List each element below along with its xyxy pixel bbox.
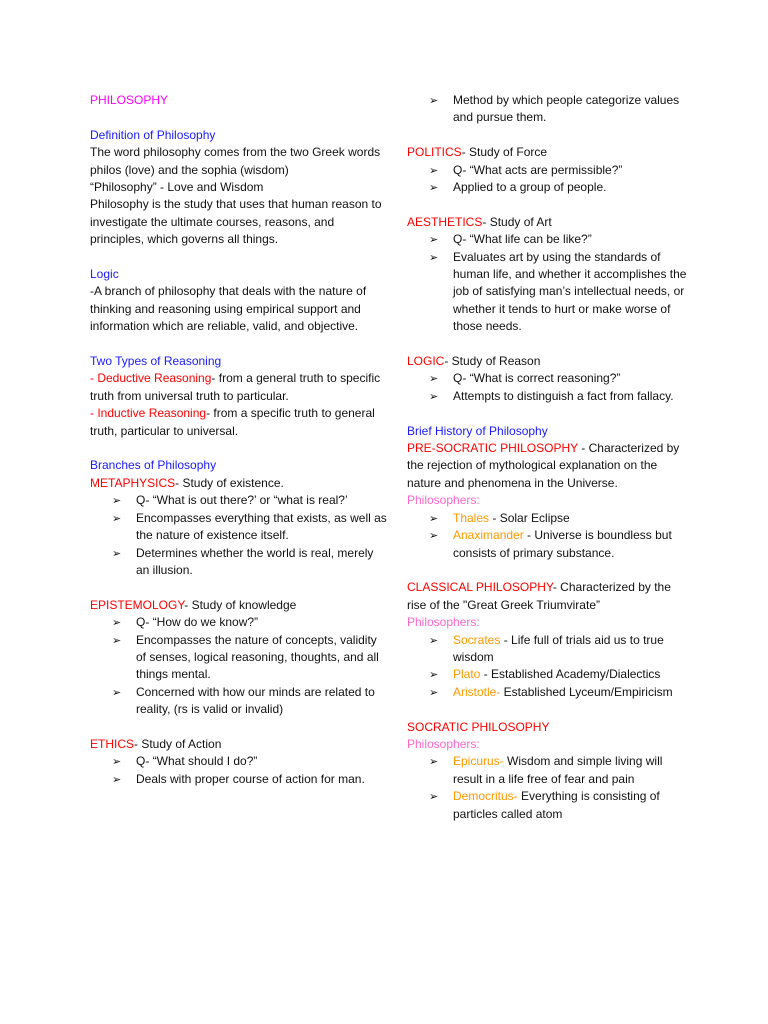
inductive-reasoning xyxy=(90,405,390,440)
presocratic-philosophers-list xyxy=(407,510,687,562)
classical-desc: - Characterized by the rise of the "Great Greek Triumvirate” xyxy=(407,580,671,612)
list-item-text: Q- “What is out there?’ or “what is real?’ xyxy=(136,493,348,508)
philosopher-name: Anaximander xyxy=(453,528,524,543)
arrow-bullet-icon: ➢ xyxy=(112,633,122,647)
philosopher-name: Epicurus- xyxy=(453,754,504,769)
politics-desc: - Study of Force xyxy=(461,145,548,160)
philosopher-text: - Universe is boundless but consists of primary substance. xyxy=(453,528,672,560)
logic-list xyxy=(407,370,687,405)
logic-heading: Logic xyxy=(90,267,119,282)
list-item-text: Q- “What life can be like?” xyxy=(453,232,592,247)
philosopher-text: - Solar Eclipse xyxy=(489,510,570,525)
deductive-label: - Deductive Reasoning xyxy=(90,371,212,386)
list-item-text: Encompasses everything that exists, as well as the nature of existence itself. xyxy=(136,510,387,543)
logic-branch-desc: - Study of Reason xyxy=(444,354,541,369)
politics-list xyxy=(407,162,687,197)
list-item-text: Evaluates art by using the standards of human life, and whether it accomplishes the job of satisfying man’s intellectual needs, or whether it tends to hurt or make worse of those needs. xyxy=(453,249,687,334)
list-item-text: Q- “What should I do?” xyxy=(136,754,258,769)
list-item xyxy=(90,492,390,509)
arrow-bullet-icon: ➢ xyxy=(429,181,439,195)
list-item xyxy=(90,614,390,631)
history-heading: Brief History of Philosophy xyxy=(407,423,548,438)
list-item xyxy=(407,179,687,196)
list-item xyxy=(407,162,687,179)
aesthetics-list xyxy=(407,231,687,335)
list-item-text: Encompasses the nature of concepts, validity of senses, logical reasoning, thoughts, and all things mental. xyxy=(136,632,379,682)
aesthetics-desc: - Study of Art xyxy=(482,214,552,229)
arrow-bullet-icon: ➢ xyxy=(112,772,122,786)
list-item xyxy=(407,632,687,667)
arrow-bullet-icon: ➢ xyxy=(112,685,122,699)
deductive-text: - from a general truth to specific truth from universal truth to particular. xyxy=(90,371,381,403)
arrow-bullet-icon: ➢ xyxy=(429,790,439,804)
epistemology-label: EPISTEMOLOGY xyxy=(90,597,185,612)
arrow-bullet-icon: ➢ xyxy=(112,511,122,525)
list-item xyxy=(90,545,390,580)
classical-line xyxy=(407,579,687,614)
arrow-bullet-icon: ➢ xyxy=(429,163,439,177)
philosopher-text: Wisdom and simple living will result in a life free of fear and pain xyxy=(453,754,663,786)
list-item xyxy=(90,771,390,788)
presocratic-desc: - Characterized by the rejection of mythological explanation on the nature and phenomena in the Universe. xyxy=(407,441,680,490)
definition-line: Philosophy is the study that uses that human reason to investigate the ultimate courses, reasons, and principles, which governs all things. xyxy=(90,197,382,247)
logic-text: -A branch of philosophy that deals with the nature of thinking and reasoning using empirical support and information which are reliable, valid, and objective. xyxy=(90,284,367,334)
metaphysics-list xyxy=(90,492,390,579)
philosophers-label: Philosophers: xyxy=(407,736,480,751)
list-item xyxy=(90,510,390,545)
aesthetics-label: AESTHETICS xyxy=(407,214,483,229)
philosopher-name: Plato xyxy=(453,667,481,682)
epistemology-desc: - Study of knowledge xyxy=(184,597,297,612)
arrow-bullet-icon: ➢ xyxy=(429,755,439,769)
ethics-continued-list xyxy=(407,92,687,127)
logic-branch-line xyxy=(407,353,687,370)
list-item xyxy=(407,666,687,683)
definition-line: The word philosophy comes from the two Greek words philos (love) and the sophia (wisdom) xyxy=(90,145,381,177)
list-item-text: Q- “How do we know?” xyxy=(136,615,259,630)
classical-philosophers-list xyxy=(407,632,687,702)
list-item xyxy=(90,753,390,770)
arrow-bullet-icon: ➢ xyxy=(429,633,439,647)
list-item xyxy=(407,370,687,387)
list-item xyxy=(407,92,687,127)
arrow-bullet-icon: ➢ xyxy=(429,668,439,682)
socratic-label: SOCRATIC PHILOSOPHY xyxy=(407,719,550,734)
list-item-text: Q- “What acts are permissible?” xyxy=(453,162,623,177)
list-item-text: Deals with proper course of action for man. xyxy=(136,771,365,786)
ethics-list xyxy=(90,753,390,788)
list-item-text: Concerned with how our minds are related to reality, (rs is valid or invalid) xyxy=(136,684,375,717)
metaphysics-desc: - Study of existence. xyxy=(175,475,284,490)
inductive-label: - Inductive Reasoning xyxy=(90,406,207,421)
presocratic-label: PRE-SOCRATIC PHILOSOPHY xyxy=(407,441,578,456)
epistemology-list xyxy=(90,614,390,718)
left-column xyxy=(90,92,390,788)
document-title: PHILOSOPHY xyxy=(90,93,169,107)
ethics-desc: - Study of Action xyxy=(134,736,222,751)
arrow-bullet-icon: ➢ xyxy=(429,389,439,403)
definition-heading: Definition of Philosophy xyxy=(90,127,216,142)
philosophers-label: Philosophers: xyxy=(407,493,480,508)
arrow-bullet-icon: ➢ xyxy=(429,233,439,247)
arrow-bullet-icon: ➢ xyxy=(112,755,122,769)
inductive-text: - from a specific truth to general truth, particular to universal. xyxy=(90,406,375,438)
list-item xyxy=(407,684,687,701)
list-item xyxy=(90,684,390,719)
list-item-text: Determines whether the world is real, merely an illusion. xyxy=(136,545,374,577)
branches-heading: Branches of Philosophy xyxy=(90,458,217,473)
philosophers-label: Philosophers: xyxy=(407,615,480,630)
list-item xyxy=(407,388,687,405)
philosopher-name: Aristotle- xyxy=(453,684,501,699)
list-item-text: Method by which people categorize values and pursue them. xyxy=(453,93,680,125)
politics-label: POLITICS xyxy=(407,145,462,160)
metaphysics-label: METAPHYSICS xyxy=(90,475,176,490)
classical-label: CLASSICAL PHILOSOPHY xyxy=(407,580,553,595)
philosopher-name: Democritus- xyxy=(453,789,518,804)
list-item xyxy=(407,510,687,527)
list-item-text: Q- “What is correct reasoning?” xyxy=(453,371,621,386)
ethics-label: ETHICS xyxy=(90,736,135,751)
list-item xyxy=(407,231,687,248)
philosopher-text: - Life full of trials aid us to true wisdom xyxy=(453,632,664,664)
arrow-bullet-icon: ➢ xyxy=(429,529,439,543)
philosopher-text: Established Lyceum/Empiricism xyxy=(500,684,673,699)
list-item xyxy=(407,788,687,823)
logic-branch-label: LOGIC xyxy=(407,354,445,369)
politics-line xyxy=(407,144,687,161)
list-item xyxy=(407,753,687,788)
list-item-text: Applied to a group of people. xyxy=(453,180,607,195)
right-column xyxy=(407,92,687,823)
ethics-line xyxy=(90,736,390,753)
list-item-text: Attempts to distinguish a fact from fallacy. xyxy=(453,388,674,403)
philosopher-name: Socrates xyxy=(453,632,501,647)
arrow-bullet-icon: ➢ xyxy=(112,616,122,630)
arrow-bullet-icon: ➢ xyxy=(429,250,439,264)
aesthetics-line xyxy=(407,214,687,231)
arrow-bullet-icon: ➢ xyxy=(429,511,439,525)
arrow-bullet-icon: ➢ xyxy=(429,94,439,107)
arrow-bullet-icon: ➢ xyxy=(112,494,122,508)
list-item xyxy=(90,632,390,684)
socratic-philosophers-list xyxy=(407,753,687,823)
definition-line: “Philosophy” - Love and Wisdom xyxy=(90,180,264,195)
reasoning-heading: Two Types of Reasoning xyxy=(90,354,222,369)
arrow-bullet-icon: ➢ xyxy=(429,372,439,386)
list-item xyxy=(407,249,687,336)
philosopher-text: - Established Academy/Dialectics xyxy=(480,667,661,682)
list-item xyxy=(407,527,687,562)
philosopher-name: Thales xyxy=(453,510,490,525)
presocratic-line xyxy=(407,440,687,492)
arrow-bullet-icon: ➢ xyxy=(429,685,439,699)
metaphysics-line xyxy=(90,475,390,492)
deductive-reasoning xyxy=(90,370,390,405)
philosopher-text: Everything is consisting of particles called atom xyxy=(453,789,660,821)
arrow-bullet-icon: ➢ xyxy=(112,546,122,560)
epistemology-line xyxy=(90,597,390,614)
